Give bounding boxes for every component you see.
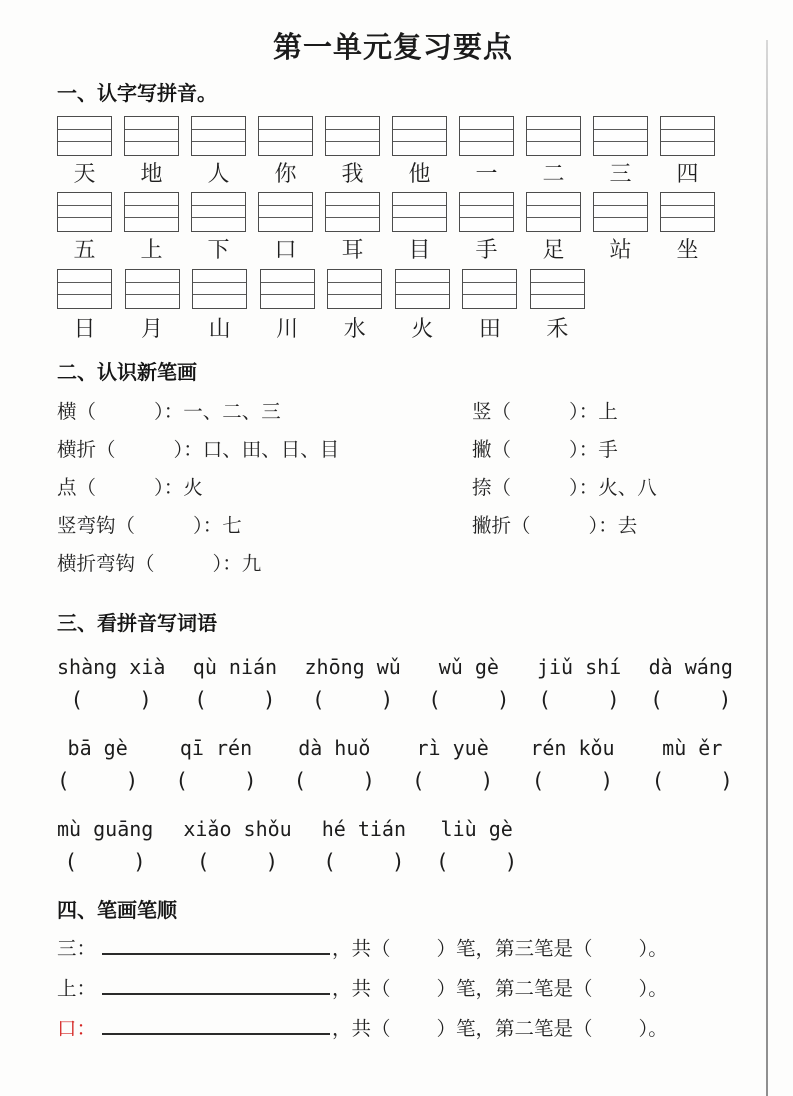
- paren-close: ): [362, 769, 375, 793]
- character: 人: [207, 161, 230, 186]
- character: 他: [408, 161, 431, 186]
- pinyin-word-group: [436, 816, 517, 875]
- paren-close: ）：: [569, 478, 599, 499]
- answer-parens: [428, 687, 509, 713]
- paren-close: ): [380, 688, 394, 712]
- character: 站: [609, 237, 632, 262]
- answer-parens: [65, 849, 146, 875]
- pinyin-grid-box: [258, 116, 313, 156]
- answer-parens: [71, 687, 152, 713]
- pinyin-word-group: [652, 735, 733, 794]
- row-text: ）笔，第三笔是（: [436, 939, 593, 960]
- character: 地: [140, 161, 163, 186]
- character: 四: [676, 161, 699, 186]
- pinyin-grid-box: [325, 116, 380, 156]
- character: 下: [207, 237, 230, 262]
- paren-open: (: [538, 688, 552, 712]
- pinyin-word-row-3: [57, 816, 733, 875]
- paren-close: ): [265, 850, 279, 874]
- paren-open: (: [428, 688, 441, 712]
- stroke-examples: 去: [617, 516, 638, 537]
- stroke-name: 竖弯钩: [57, 516, 116, 537]
- stroke-columns: [57, 402, 747, 592]
- stroke-name: 撇: [472, 440, 492, 461]
- stroke-order-char: 上：: [57, 979, 97, 1000]
- stroke-line: [57, 554, 472, 576]
- pinyin-grid-box: [191, 116, 246, 156]
- pinyin-word-rows: [57, 654, 747, 875]
- pinyin-word-group: [57, 816, 153, 875]
- row-text: ，共（: [332, 979, 391, 1000]
- pinyin-word: jiǔ shí: [536, 655, 622, 679]
- pinyin-grid-box: [57, 116, 112, 156]
- stroke-order-blank-line: [102, 1016, 330, 1035]
- character: 川: [276, 316, 299, 341]
- paren-close: ）：: [569, 440, 599, 461]
- pinyin-word: shàng xià: [57, 655, 166, 679]
- stroke-order-row: [57, 935, 747, 965]
- paren-close: ): [262, 688, 276, 712]
- character: 田: [478, 316, 501, 341]
- character: 月: [141, 316, 164, 341]
- pinyin-word: rì yuè: [416, 736, 489, 760]
- pinyin-grid-box: [258, 192, 313, 232]
- character: 一: [475, 161, 498, 186]
- paren-open: （: [96, 440, 116, 461]
- row-text: ）。: [638, 939, 668, 960]
- pinyin-grid-box: [325, 192, 380, 232]
- stroke-order-blank-line: [102, 936, 330, 955]
- character: 耳: [341, 237, 364, 262]
- character: 水: [343, 316, 366, 341]
- answer-parens: [197, 849, 278, 875]
- stroke-line: [57, 402, 472, 424]
- pinyin-grid-box: [593, 192, 648, 232]
- pinyin-word: liù gè: [440, 817, 513, 841]
- pinyin-word-group: [57, 654, 165, 713]
- stroke-name: 撇折: [472, 516, 512, 537]
- answer-parens: [57, 768, 138, 794]
- scan-page-edge: [766, 40, 768, 1096]
- answer-parens: [294, 768, 375, 794]
- row-text: ，共（: [332, 939, 391, 960]
- paren-close: ): [133, 850, 146, 874]
- pinyin-word-group: [175, 735, 256, 794]
- answer-parens: [532, 768, 613, 794]
- stroke-examples: 上: [598, 402, 618, 423]
- paren-open: （: [491, 440, 512, 461]
- answer-parens: [312, 687, 393, 713]
- stroke-order-row: [57, 1015, 747, 1045]
- character: 足: [542, 237, 565, 262]
- answer-parens: [652, 768, 733, 794]
- paren-open: (: [531, 769, 545, 793]
- pinyin-word: bā gè: [67, 736, 128, 760]
- paren-close: ): [243, 769, 257, 793]
- character: 五: [73, 237, 96, 262]
- pinyin-word: dà wáng: [648, 655, 733, 679]
- character: 我: [341, 161, 364, 186]
- stroke-name: 竖: [472, 402, 492, 423]
- paren-close: ): [607, 688, 620, 712]
- pinyin-word-group: [304, 654, 400, 713]
- stroke-line: [472, 402, 747, 424]
- row-text: ）。: [638, 1019, 668, 1040]
- stroke-name: 横折弯钩: [57, 554, 136, 575]
- pinyin-grid-box: [593, 116, 648, 156]
- pinyin-box-row-1: [57, 116, 715, 156]
- answer-parens: [323, 849, 404, 875]
- character: 坐: [676, 237, 699, 262]
- pinyin-grid-box: [191, 192, 246, 232]
- pinyin-word-group: [294, 735, 375, 794]
- character: 目: [408, 237, 431, 262]
- paren-open: （: [491, 478, 512, 499]
- char-row-3: [57, 315, 585, 343]
- paren-open: (: [311, 688, 325, 712]
- pinyin-grid-box: [526, 192, 581, 232]
- paren-close: ): [139, 688, 152, 712]
- paren-open: （: [76, 478, 97, 499]
- stroke-examples: 七: [222, 516, 242, 537]
- pinyin-word: hé tián: [321, 817, 406, 841]
- pinyin-grid-box: [260, 269, 315, 309]
- stroke-name: 点: [57, 478, 77, 499]
- paren-close: ）：: [154, 402, 184, 423]
- stroke-examples: 火、八: [598, 478, 657, 499]
- paren-close: ): [480, 769, 494, 793]
- paren-close: ): [504, 850, 518, 874]
- pinyin-word: qī rén: [179, 736, 253, 760]
- character: 三: [609, 161, 632, 186]
- paren-close: ）：: [193, 516, 223, 537]
- stroke-name: 横折: [57, 440, 97, 461]
- paren-close: ）：: [212, 554, 242, 575]
- character: 上: [140, 237, 163, 262]
- stroke-examples: 一、二、三: [183, 402, 281, 423]
- pinyin-word-group: [322, 816, 406, 875]
- pinyin-grid-box: [462, 269, 517, 309]
- paren-open: （: [491, 402, 512, 423]
- section2-heading: 二、认识新笔画: [57, 362, 197, 384]
- section3-heading: 三、看拼音写词语: [57, 613, 217, 635]
- answer-parens: [194, 687, 275, 713]
- char-row-2: [57, 236, 715, 264]
- character: 你: [274, 161, 297, 186]
- paren-close: ): [496, 688, 510, 712]
- pinyin-word-group: [649, 654, 733, 713]
- paren-open: (: [194, 688, 207, 712]
- paren-open: (: [293, 769, 307, 793]
- pinyin-word-row-2: [57, 735, 733, 794]
- answer-parens: [538, 687, 619, 713]
- pinyin-word: mù ěr: [662, 736, 723, 760]
- paren-open: (: [57, 769, 70, 793]
- stroke-examples: 手: [598, 440, 618, 461]
- character: 口: [274, 237, 297, 262]
- answer-parens: [436, 849, 517, 875]
- pinyin-word-group: [537, 654, 621, 713]
- char-row-1: [57, 160, 715, 188]
- paren-close: ）：: [173, 440, 203, 461]
- pinyin-grid-box: [526, 116, 581, 156]
- paren-open: (: [436, 850, 449, 874]
- pinyin-grid-box: [459, 116, 514, 156]
- paren-close: ): [720, 769, 733, 793]
- stroke-name: 捺: [472, 478, 492, 499]
- stroke-line: [57, 440, 472, 462]
- paren-open: (: [323, 850, 336, 874]
- paren-open: (: [411, 769, 425, 793]
- character: 手: [475, 237, 498, 262]
- character: 山: [208, 316, 231, 341]
- pinyin-word: mù guāng: [57, 817, 154, 841]
- paren-close: ): [125, 769, 139, 793]
- stroke-order-rows: [57, 935, 747, 1045]
- stroke-line: [472, 478, 747, 500]
- paren-close: ): [718, 688, 732, 712]
- paren-open: (: [650, 688, 663, 712]
- pinyin-grid-box: [125, 269, 180, 309]
- stroke-line: [57, 478, 472, 500]
- pinyin-word-group: [428, 654, 509, 713]
- stroke-line: [57, 516, 472, 538]
- paren-close: ）：: [154, 478, 184, 499]
- pinyin-grid-box: [660, 116, 715, 156]
- pinyin-grid-box: [392, 116, 447, 156]
- pinyin-word-group: [412, 735, 493, 794]
- character: 二: [542, 161, 565, 186]
- pinyin-word-group: [183, 816, 291, 875]
- paren-open: (: [64, 850, 78, 874]
- paren-close: ): [391, 850, 405, 874]
- pinyin-grid-box: [124, 116, 179, 156]
- paren-close: ）：: [588, 516, 618, 537]
- section4-heading: 四、笔画笔顺: [57, 900, 177, 922]
- stroke-order-char: 口：: [57, 1019, 97, 1040]
- page-title: 第一单元复习要点: [272, 32, 513, 64]
- pinyin-grid-box: [124, 192, 179, 232]
- stroke-examples: 火: [183, 478, 203, 499]
- answer-parens: [175, 768, 256, 794]
- paren-open: (: [175, 769, 188, 793]
- pinyin-word: dà huǒ: [298, 736, 371, 760]
- pinyin-grid-box: [660, 192, 715, 232]
- paren-close: ）：: [569, 402, 599, 423]
- paren-close: ): [600, 769, 614, 793]
- stroke-order-char: 三：: [57, 939, 97, 960]
- answer-parens: [650, 687, 731, 713]
- pinyin-grid-box: [395, 269, 450, 309]
- row-text: ）。: [638, 979, 668, 1000]
- section1-heading: 一、认字写拼音。: [57, 83, 217, 105]
- pinyin-word: rén kǒu: [530, 736, 615, 760]
- stroke-line: [472, 516, 747, 538]
- pinyin-box-row-3: [57, 269, 585, 309]
- paren-open: (: [196, 850, 210, 874]
- paren-open: （: [76, 402, 97, 423]
- pinyin-word-row-1: [57, 654, 733, 713]
- stroke-order-blank-line: [102, 976, 330, 995]
- stroke-examples: 口、田、日、目: [202, 440, 340, 461]
- pinyin-grid-box: [57, 192, 112, 232]
- paren-open: (: [651, 769, 665, 793]
- stroke-column-left: [57, 402, 472, 592]
- pinyin-grid-box: [459, 192, 514, 232]
- pinyin-word: wǔ gè: [438, 655, 499, 679]
- stroke-name: 横: [57, 402, 77, 423]
- row-text: ，共（: [332, 1019, 391, 1040]
- paren-open: （: [115, 516, 136, 537]
- stroke-order-row: [57, 975, 747, 1005]
- pinyin-word: zhōng wǔ: [304, 655, 401, 679]
- paren-open: (: [70, 688, 84, 712]
- character: 天: [73, 161, 96, 186]
- pinyin-word: qù nián: [192, 655, 278, 679]
- pinyin-grid-box: [392, 192, 447, 232]
- pinyin-word-group: [57, 735, 138, 794]
- stroke-examples: 九: [241, 554, 262, 575]
- worksheet-page: [0, 30, 747, 1045]
- pinyin-grid-box: [57, 269, 112, 309]
- pinyin-word-group: [530, 735, 614, 794]
- pinyin-word: xiǎo shǒu: [183, 817, 292, 841]
- stroke-column-right: [472, 402, 747, 592]
- row-text: ）笔，第二笔是（: [436, 979, 593, 1000]
- pinyin-word-group: [193, 654, 277, 713]
- pinyin-box-row-2: [57, 192, 715, 232]
- character: 禾: [546, 316, 569, 341]
- paren-open: （: [511, 516, 531, 537]
- character: 日: [73, 316, 96, 341]
- pinyin-grid-box: [327, 269, 382, 309]
- character: 火: [411, 316, 434, 341]
- stroke-line: [472, 440, 747, 462]
- row-text: ）笔，第二笔是（: [436, 1019, 593, 1040]
- answer-parens: [412, 768, 493, 794]
- paren-open: （: [135, 554, 155, 575]
- pinyin-grid-box: [530, 269, 585, 309]
- pinyin-grid-box: [192, 269, 247, 309]
